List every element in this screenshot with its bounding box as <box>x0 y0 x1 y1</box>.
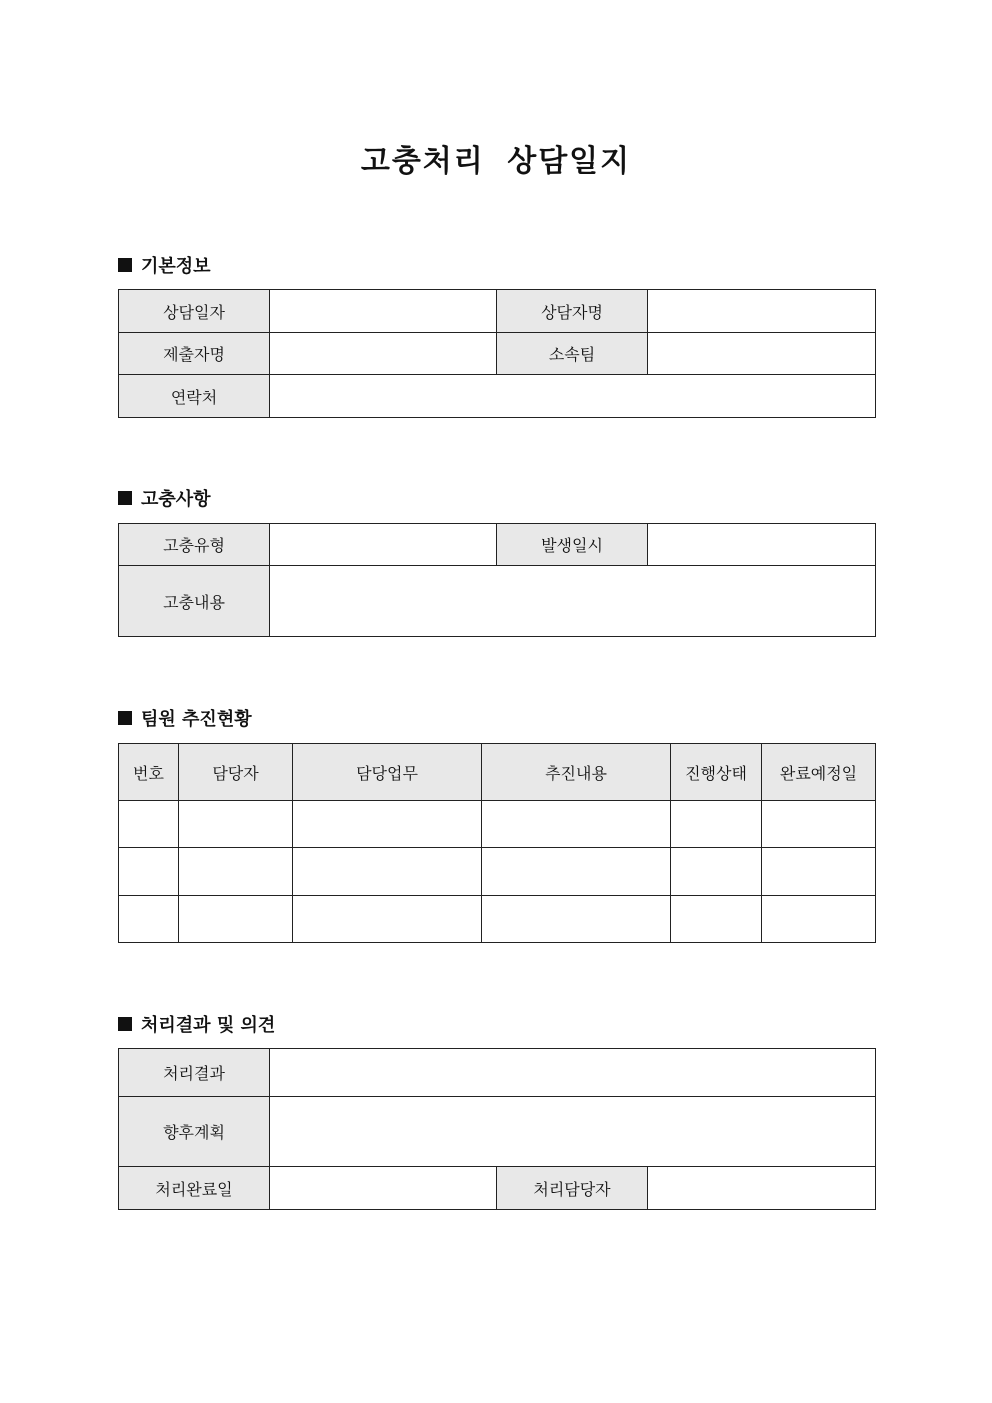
square-bullet-icon <box>118 1017 132 1031</box>
handler-label: 처리담당자 <box>497 1167 648 1210</box>
column-header: 담당업무 <box>293 744 482 801</box>
table-cell[interactable] <box>293 848 482 896</box>
counselor-label: 상담자명 <box>497 290 648 333</box>
done-date-label: 처리완료일 <box>119 1167 270 1210</box>
section-heading-label: 기본정보 <box>141 256 211 277</box>
occurred-field[interactable] <box>648 524 876 566</box>
result-label: 처리결과 <box>119 1049 270 1097</box>
column-header: 진행상태 <box>671 744 762 801</box>
team-field[interactable] <box>648 333 876 375</box>
table-cell[interactable] <box>179 896 293 943</box>
submitter-field[interactable] <box>270 333 497 375</box>
submitter-label: 제출자명 <box>119 333 270 375</box>
progress-table <box>118 743 876 943</box>
table-cell[interactable] <box>119 896 179 943</box>
contact-field[interactable] <box>270 375 876 418</box>
occurred-label: 발생일시 <box>497 524 648 566</box>
table-cell[interactable] <box>482 848 671 896</box>
table-cell[interactable] <box>293 896 482 943</box>
plan-label: 향후계획 <box>119 1097 270 1167</box>
table-cell[interactable] <box>119 848 179 896</box>
table-cell[interactable] <box>119 801 179 848</box>
grievance-type-field[interactable] <box>270 524 497 566</box>
table-cell[interactable] <box>762 896 876 943</box>
result-table <box>118 1048 876 1210</box>
plan-field[interactable] <box>270 1097 876 1167</box>
table-cell[interactable] <box>762 801 876 848</box>
table-cell[interactable] <box>179 848 293 896</box>
table-cell[interactable] <box>293 801 482 848</box>
counselor-field[interactable] <box>648 290 876 333</box>
grievance-table <box>118 523 876 637</box>
team-label: 소속팀 <box>497 333 648 375</box>
done-date-field[interactable] <box>270 1167 497 1210</box>
consult-date-field[interactable] <box>270 290 497 333</box>
consult-date-label: 상담일자 <box>119 290 270 333</box>
grievance-type-label: 고충유형 <box>119 524 270 566</box>
table-row <box>119 801 876 848</box>
section-heading-grievance <box>118 486 211 510</box>
column-header: 번호 <box>119 744 179 801</box>
section-heading-label: 처리결과 및 의견 <box>141 1015 276 1036</box>
square-bullet-icon <box>118 711 132 725</box>
table-cell[interactable] <box>482 801 671 848</box>
section-heading-progress <box>118 706 252 730</box>
section-heading-label: 고충사항 <box>141 489 211 510</box>
grievance-content-field[interactable] <box>270 566 876 637</box>
handler-field[interactable] <box>648 1167 876 1210</box>
table-cell[interactable] <box>671 848 762 896</box>
square-bullet-icon <box>118 258 132 272</box>
contact-label: 연락처 <box>119 375 270 418</box>
section-heading-result <box>118 1012 275 1036</box>
column-header: 완료예정일 <box>762 744 876 801</box>
table-cell[interactable] <box>671 896 762 943</box>
section-heading-basic <box>118 253 211 277</box>
table-row <box>119 848 876 896</box>
result-field[interactable] <box>270 1049 876 1097</box>
basic-info-table <box>118 289 876 418</box>
table-cell[interactable] <box>179 801 293 848</box>
square-bullet-icon <box>118 491 132 505</box>
table-cell[interactable] <box>482 896 671 943</box>
section-heading-label: 팀원 추진현황 <box>141 709 252 730</box>
table-cell[interactable] <box>762 848 876 896</box>
page-title: 고충처리 상담일지 <box>360 144 632 179</box>
column-header: 담당자 <box>179 744 293 801</box>
table-row <box>119 896 876 943</box>
grievance-content-label: 고충내용 <box>119 566 270 637</box>
column-header: 추진내용 <box>482 744 671 801</box>
table-cell[interactable] <box>671 801 762 848</box>
